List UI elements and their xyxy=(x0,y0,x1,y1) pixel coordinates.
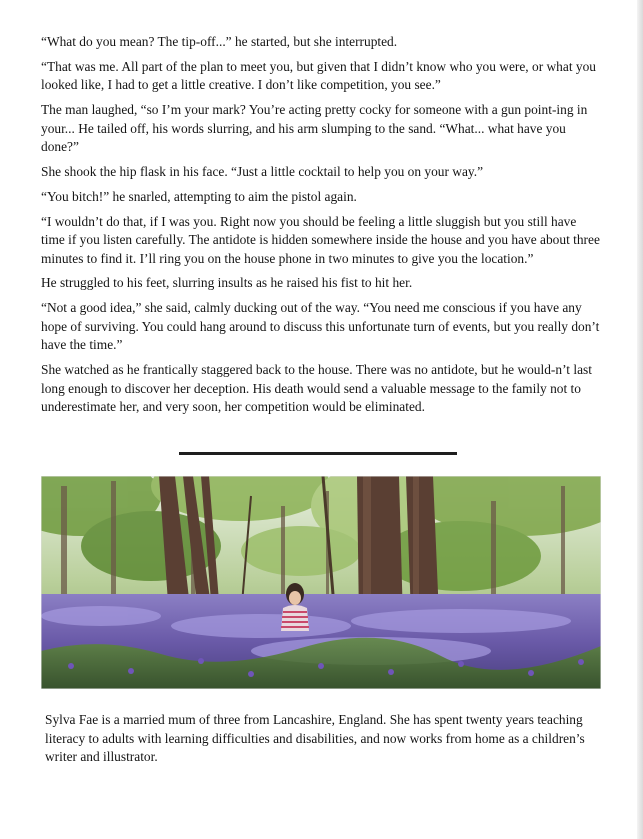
bluebell-woods-photo xyxy=(41,476,601,689)
author-bio-text: Sylva Fae is a married mum of three from Lancashire, England. She has spent twenty years teaching literacy to adults with learning difficulties and disabilities, and now works from home as a children’s writer and illustrator. xyxy=(45,712,585,765)
story-paragraph-7: He struggled to his feet, slurring insults as he raised his fist to hit her. xyxy=(41,275,413,291)
story-paragraph-9: She watched as he frantically staggered back to the house. There was no antidote, but he would-n’t last long enough to discover her deception. His death would send a valuable message to the family not to underestimate her, and very soon, her competition would be eliminated. xyxy=(41,362,592,414)
section-divider xyxy=(179,452,457,455)
story-text xyxy=(41,33,603,423)
story-paragraph-2: “That was me. All part of the plan to meet you, but given that I didn’t know who you were, or what you looked like, I had to get a little creative. I don’t like competition, you see.” xyxy=(41,58,596,93)
story-paragraph-6: “I wouldn’t do that, if I was you. Right now you should be feeling a little sluggish but you still have time if you listen carefully. The antidote is hidden somewhere inside the house and you have about three minutes to find it. I’ll ring you on the house phone in two minutes to give you the location.” xyxy=(41,213,600,266)
page-edge-shadow xyxy=(637,0,643,839)
story-paragraph-3: The man laughed, “so I’m your mark? You’re acting pretty cocky for someone with a gun point-ing in your... He tailed off, his words slurring, and his arm slumping to the sand. “What... what have you done?” xyxy=(41,102,588,155)
author-bio xyxy=(45,711,605,767)
story-paragraph-5: “You bitch!” he snarled, attempting to aim the pistol again. xyxy=(41,188,357,204)
story-paragraph-1: “What do you mean? The tip-off...” he started, but she interrupted. xyxy=(41,34,398,49)
story-paragraph-4: She shook the hip flask in his face. “Just a little cocktail to help you on your way.” xyxy=(41,163,484,179)
story-paragraph-8: “Not a good idea,” she said, calmly ducking out of the way. “You need me conscious if you have any hope of surviving. You could hang around to discuss this unfortunate turn of events, but you really don’t have the time.” xyxy=(41,300,600,353)
